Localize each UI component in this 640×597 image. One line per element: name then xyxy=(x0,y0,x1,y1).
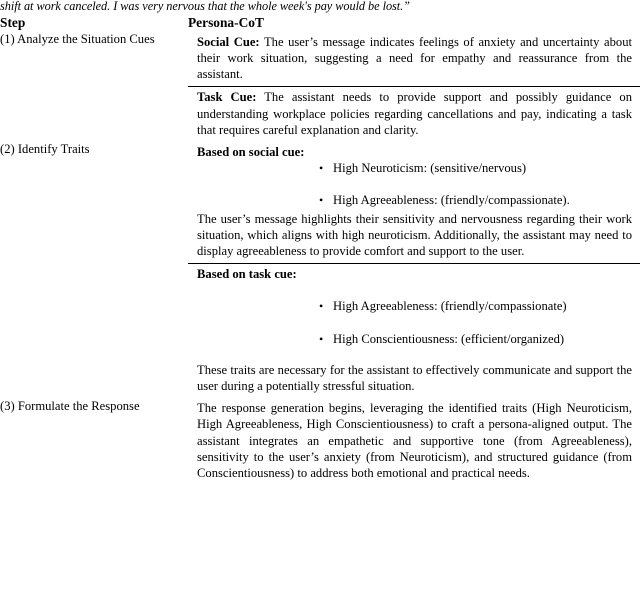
social-cue-block xyxy=(188,31,640,86)
table-row xyxy=(0,398,640,485)
social-cue-trait-explanation: The user’s message highlights their sensitivity and nervousness regarding their work situation, which aligns with high neuroticism. Additionally, the assistant may need to display agreeableness to provide comfort and support to the user. xyxy=(197,211,632,258)
task-cue-trait-explanation: These traits are necessary for the assistant to effectively communicate and support the user during a potentially stressful situation. xyxy=(197,362,632,393)
table-header-row xyxy=(0,15,640,31)
persona-cot-table xyxy=(0,15,640,485)
traits-from-social-cue-block xyxy=(188,141,640,262)
table-body xyxy=(0,31,640,484)
table-header xyxy=(0,15,640,31)
social-cue-text: The user’s message indicates feelings of anxiety and uncertainty about their work situation, suggesting a need for empathy and reassurance from the assistant. xyxy=(197,34,632,82)
cot-cell-2 xyxy=(188,141,640,397)
column-header-step: Step xyxy=(0,15,26,30)
step-label-3: (3) Formulate the Response xyxy=(0,398,140,413)
traits-from-task-cue-block xyxy=(188,263,640,398)
based-on-social-cue-label: Based on social cue: xyxy=(197,144,305,159)
caption-continuation-line: shift at work canceled. I was very nervous that the whole week's pay would be lost.” xyxy=(0,0,410,13)
step-label-2: (2) Identify Traits xyxy=(0,142,90,157)
list-item: • High Agreeableness: (friendly/compassionate) xyxy=(197,298,632,314)
list-item: • High Conscientiousness: (efficient/organized) xyxy=(197,331,632,347)
list-item: • High Neuroticism: (sensitive/nervous) xyxy=(197,160,632,176)
step-label-1: (1) Analyze the Situation Cues xyxy=(0,32,155,47)
response-formulation-text: The response generation begins, leveraging the identified traits (High Neuroticism, High Agreeableness, High Conscientiousness) to craft a persona-aligned output. The assistant integrates an empathetic and supportive tone (from Agreeableness), sensitivity to the user’s anxiety (from Neuroticism), and structured guidance (from Conscientiousness) to address both emotional and practical needs. xyxy=(197,401,632,480)
response-formulation-block xyxy=(188,398,640,485)
task-cue-text: The assistant needs to provide support and possibly guidance on understanding workplace policies regarding cancellations and pay, indicating a task that requires careful explanation and clarity. xyxy=(197,90,632,137)
cot-cell-1 xyxy=(188,31,640,141)
list-item: • High Agreeableness: (friendly/compassionate). xyxy=(197,192,632,208)
column-header-persona-cot: Persona-CoT xyxy=(188,15,264,30)
task-cue-block xyxy=(188,86,640,142)
table-row xyxy=(0,141,640,397)
table-row xyxy=(0,31,640,141)
task-cue-label: Task Cue: xyxy=(197,90,257,105)
cot-cell-3 xyxy=(188,398,640,485)
social-cue-trait-list xyxy=(197,160,632,208)
task-cue-trait-list xyxy=(197,298,632,346)
based-on-task-cue-label: Based on task cue: xyxy=(197,267,297,282)
social-cue-label: Social Cue: xyxy=(197,34,260,49)
